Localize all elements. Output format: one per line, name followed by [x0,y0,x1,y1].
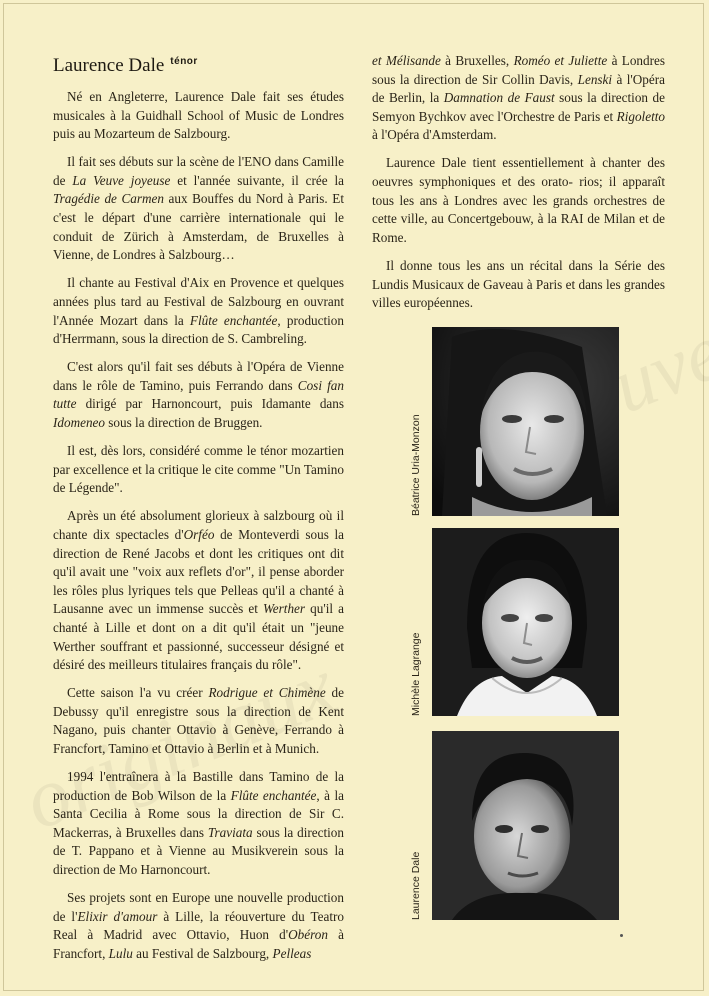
photo-block-1 [410,327,619,516]
biography-paragraph [53,684,344,758]
work-title: Traviata [207,824,253,840]
photo-block-2 [410,528,619,716]
text-run: 1994 l'entraînera à la Bastille dans Tamino de la production de Bob Wilson de la [53,769,344,803]
text-run: C'est alors qu'il fait ses débuts à l'Opéra de Vienne dans le rôle de Tamino, puis Ferrando dans [53,359,344,393]
text-run: de Monteverdi sous la direction de René Jacobs et dont les critiques ont dit qu'il avait une "voix aux reflets d'or", il pense aborder les rôles plus lyriques tels que Pelleas qu'il a chanté à Lausanne avec un immense succès et [53,526,344,617]
biography-paragraph [53,889,344,963]
text-run: à Londres sous la direction de Sir Collin Davis, [372,53,665,87]
biography-paragraph [53,153,344,265]
work-title: Lulu [108,945,133,961]
text-run: à Francfort, [53,927,344,961]
photo-block-3 [410,731,619,920]
text-run: dirigé par Harnoncourt, puis Idamante dans [76,396,344,412]
text-run: Il est, dès lors, considéré comme le ténor mozartien par excellence et la critique le cite comme "Un Tamino de Légende". [53,443,344,496]
work-title: Werther [263,601,306,617]
text-run: Laurence Dale tient essentiellement à chanter des oeuvres symphoniques et des orato- rios; il apparaît tous les ans à Londres avec les grands orchestres de cette ville, au Concertgebouw, à la RAI de Milan et de Rome. [372,155,665,245]
work-title: Tragédie de Carmen [53,191,164,207]
text-run: Il chante au Festival d'Aix en Provence et quelques années plus tard au Festival de Salzbourg en ouvrant l'Année Mozart dans la [53,275,344,328]
photo-caption: Béatrice Uria-Monzon [410,414,422,516]
biography-paragraph [372,154,665,247]
portrait-man-icon [432,731,619,920]
text-run: , à la Santa Cecilia à Rome sous la direction de Sir C. Mackerras, à Bruxelles dans [53,787,344,840]
artist-heading [53,55,198,77]
text-run: à Lille, la réouverture du Teatro Real à Madrid avec Ottavio, Huon d' [53,908,344,943]
biography-paragraph [53,507,344,674]
work-title: Pelleas [272,945,312,961]
work-title: Rodrigue et Chimène [208,685,326,701]
work-title: Lenski [577,71,613,87]
portrait-woman-collar-icon [432,528,619,716]
artist-name: Laurence Dale [53,55,165,76]
work-title: Roméo et Juliette [513,53,608,68]
biography-paragraph [53,442,344,498]
biography-paragraph [53,274,344,348]
text-run: sous la direction de Semyon Bychkov avec l'Orchestre de Paris et [372,90,665,124]
text-run: Cette saison l'a vu créer [67,685,209,701]
text-run: aux Bouffes du Nord à Paris. Et c'est le départ d'une carrière internationale qui le conduit de Zürich à Amsterdam, de Bruxelles à Vienne, de Londres à Salzbourg… [53,191,344,263]
work-title: Flûte enchantée [189,312,278,328]
text-run: à l'Opéra de Berlin, la [372,71,666,106]
text-run: et l'année suivante, il crée la [170,172,345,188]
text-run: Né en Angleterre, Laurence Dale fait ses études musicales à la Guidhall School of Music de Londres puis au Mozarteum de Salzbourg. [53,89,344,142]
work-title: Damnation de Faust [443,90,555,106]
text-run: Il donne tous les ans un récital dans la Série des Lundis Musicaux de Gaveau à Paris et dans les grandes villes européennes. [372,257,665,311]
work-title: Orféo [183,526,215,542]
photo-caption: Laurence Dale [410,851,422,920]
text-run: au Festival de Salzbourg, [132,945,273,961]
work-title: Cosi fan tutte [53,377,344,412]
work-title: Obéron [288,927,328,943]
biography-paragraph [53,768,344,880]
stray-mark [620,934,623,937]
text-run: sous la direction de T. Pappano et à Vienne au Musikverein sous la direction de Mo Harnoncourt. [53,824,344,878]
biography-column-left [53,88,344,973]
text-run: à l'Opéra d'Amsterdam. [372,127,497,143]
text-run: , production d'Herrmann, sous la direction de S. Cambreling. [53,312,344,347]
text-run: de Debussy qu'il enregistre sous la direction de Kent Nagano, puis chanter Ottavio à Genève, Ferrando à Francfort, Tamino et Ottavio à Berlin et à Munich. [53,685,344,756]
work-title: Elixir d'amour [77,908,158,924]
biography-paragraph [372,257,665,313]
text-run: Il fait ses débuts sur la scène de l'ENO dans Camille de [53,154,344,188]
biography-paragraph [372,52,665,145]
voice-type: ténor [170,55,198,67]
text-run: qu'il a chanté à Lille et dont on a dit qu'il était un "jeune Werther souffrant et passionné, successeur désigné et désiré des meilleurs titulaires français du rôle". [53,601,344,673]
work-title: et Mélisande [372,53,441,68]
work-title: La Veuve joyeuse [72,172,171,188]
photo-caption: Michèle Lagrange [410,632,422,716]
text-run: à Bruxelles, [440,53,514,68]
portrait-woman-earring-icon [432,327,619,516]
work-title: Flûte enchantée [230,787,317,803]
text-run: Ses projets sont en Europe une nouvelle production de l' [53,890,344,924]
text-run: sous la direction de Bruggen. [105,415,263,430]
text-run: Après un été absolument glorieux à salzbourg où il chante dix spectacles d' [53,508,344,542]
biography-paragraph [53,358,344,432]
biography-column-right [372,52,665,322]
biography-paragraph [53,88,344,144]
work-title: Idomeneo [53,415,105,430]
work-title: Rigoletto [616,108,665,124]
